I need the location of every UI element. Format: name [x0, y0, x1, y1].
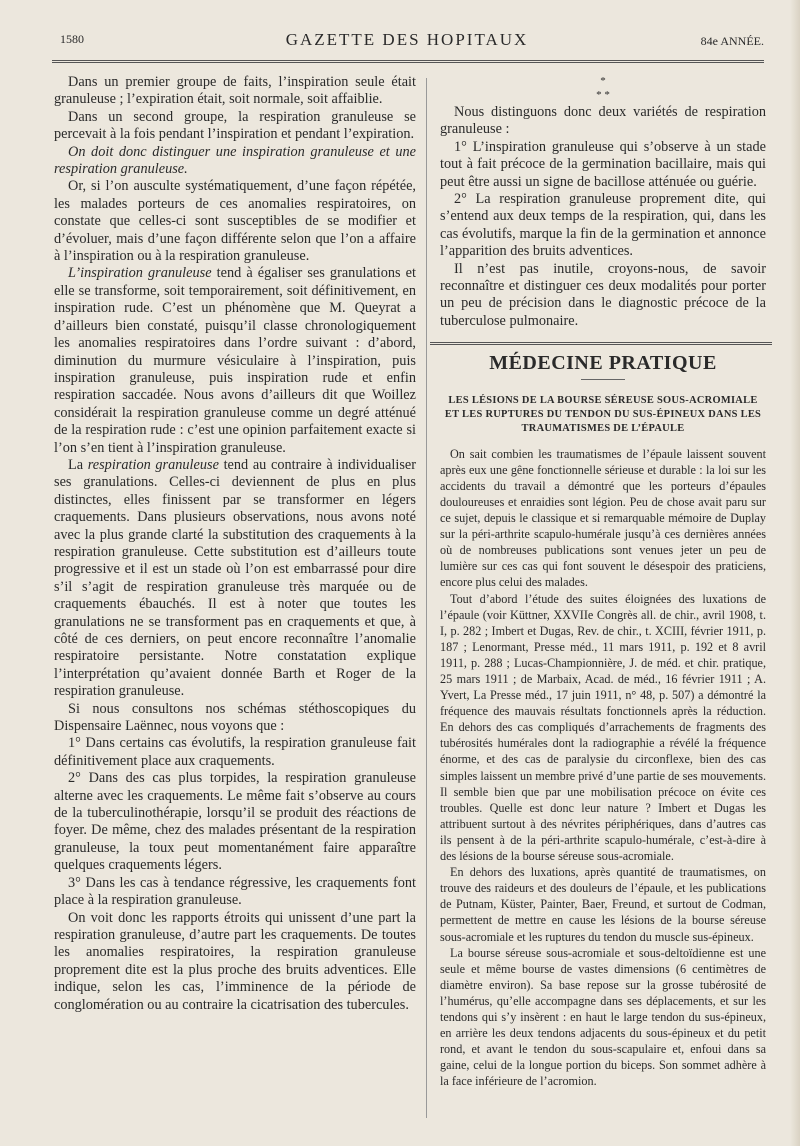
- header-rule: [52, 60, 764, 63]
- paragraph: Tout d’abord l’étude des suites éloignées des luxations de l’épaule (voir Küttner, XXVIIe Congrès all. de chir., avril 1908, t. I, p. 282 ; Imbert et Dugas, Rev. de chir., t. XCIII, février 1911, p. 187 ; Lenormant, Presse méd., 11 mars 1911, p. 192 et 8 avril 1911, p. 288 ; Lucas-Championnière, J. de méd. et chir. pratique, 25 mars 1911 ; de Marbaix, Acad. de méd., 16 février 1911 ; A. Yvert, La Presse méd., 17 juin 1911, n° 48, p. 507) a démontré la fréquence des mauvais résultats fonctionnels après la réduction. En dehors des cas compliqués d’arrachements de fragments des tubérosités humérales dont la radiographie a révélé la fréquence énorme, et des cas de paralysie du circonflexe, bien des cas simples laissent un membre privé d’une partie de ses mouvements. Il semble bien que par une mobilisation précoce on évite ces troubles. Quelle est donc leur nature ? Imbert et Dugas les attribuent surtout à des névrites périphériques, dans d’autres cas ils pensent à de la péri-arthrite scapulo-humérale, c’est-à-dire à des lésions de la bourse séreuse sous-acromiale.: [440, 591, 766, 864]
- paragraph: Nous distinguons donc deux variétés de respiration granuleuse :: [440, 104, 766, 138]
- title-rule: [581, 379, 625, 380]
- paragraph: 1° Dans certains cas évolutifs, la respiration granuleuse fait définitivement place aux craquements.: [54, 735, 416, 769]
- paragraph: Dans un premier groupe de faits, l’inspiration seule était granuleuse ; l’expiration était, soit normale, soit affaiblie.: [54, 74, 416, 108]
- paragraph: [54, 265, 416, 456]
- paragraph: 3° Dans les cas à tendance régressive, les craquements font place à la respiration granuleuse.: [54, 874, 416, 909]
- paragraph: Il n’est pas inutile, croyons-nous, de savoir reconnaître et distinguer ces deux modalités pour porter un peu de précision dans le diagnostic précoce de la tuberculose pulmonaire.: [440, 260, 766, 329]
- paragraph: [54, 457, 416, 701]
- paragraph-text: tend à égaliser ses granulations et elle se transforme, soit temporairement, soit définitivement, en inspiration rude. C’est un phénomène que M. Queyrat a d’ailleurs bien constaté, puisqu’il classe chronologiquement les anomalies respiratoires dans l’ordre suivant : d’abord, diminution du murmure vésiculaire à l’inspiration, puis inspiration granuleuse, puis inspiration rude et enfin respiration saccadée. Nous avons d’ailleurs dit que Woillez considérait la respiration granuleuse comme un degré atténué de la respiration rude : c’est une opinion parfaitement exacte si l’on s’en tient à l’inspiration granuleuse.: [54, 265, 416, 456]
- paragraph: La bourse séreuse sous-acromiale et sous-deltoïdienne est une seule et même bourse de vastes dimensions (6 centimètres de diamètre environ). Sa base repose sur la grosse tubérosité de l’humérus, qu’elle accompagne dans ses déplacements, et sur les tendons qui s’y insèrent : en haut le large tendon du sus-épineux, en arrière les deux tendons adjacents du sous-épineux et du petit rond, et avant le tendon du sous-scapulaire et, enfoui dans sa gaine, celui de la longue portion du biceps. Son sommet adhère à la face inférieure de l’acromion.: [440, 945, 766, 1089]
- section-separator: [430, 342, 772, 345]
- page-edge: [790, 0, 800, 1146]
- paragraph: Si nous consultons nos schémas stéthoscopiques du Dispensaire Laënnec, nous voyons que :: [54, 700, 416, 735]
- paragraph: 1° L’inspiration granuleuse qui s’observe à un stade tout à fait précoce de la germination bacillaire, mais qui peut être aussi un signe de bacillose atténuée ou guérie.: [440, 138, 766, 190]
- section-stars: * * *: [596, 75, 610, 101]
- paragraph: On voit donc les rapports étroits qui unissent d’une part la respiration granuleuse, d’autre part les craquements. De toutes les anomalies respiratoires, la respiration granuleuse proprement dite est la plus proche des bruits adventices. Elle indique, selon les cas, l’imminence de la période de conglomération ou au contraire la cicatrisation des tubercules.: [54, 909, 416, 1013]
- column-divider: [426, 78, 427, 1118]
- article-heading: LES LÉSIONS DE LA BOURSE SÉREUSE SOUS-ACROMIALE ET LES RUPTURES DU TENDON DU SUS-ÉPINEUX DANS LES TRAUMATISMES DE L’ÉPAULE: [444, 394, 762, 434]
- paragraph: Dans un second groupe, la respiration granuleuse se percevait à la fois pendant l’inspiration et pendant l’expiration.: [54, 108, 416, 143]
- right-column: [440, 74, 766, 1089]
- paragraph: En dehors des luxations, après quantité de traumatismes, on trouve des raideurs et des douleurs de l’épaule, et les publications de Putnam, Küster, Painter, Baer, Freund, et surtout de Codman, permettent de mettre en cause les lésions de la bourse séreuse sous-acromiale et les ruptures du tendon du muscle sus-épineux.: [440, 865, 766, 944]
- paragraph: 2° Dans des cas plus torpides, la respiration granuleuse alterne avec les craquements. Le même fait s’observe au cours de la tuberculinothérapie, lorsqu’il se produit des réactions de foyer. De même, chez des malades présentant de la respiration granuleuse, la toux peut momentanément faire apparaître quelques craquements légers.: [54, 770, 416, 874]
- italic-term: respiration granuleuse: [87, 456, 219, 473]
- paragraph: On sait combien les traumatismes de l’épaule laissent souvent après eux une gêne fonctionnelle sérieuse et durable : la loi sur les accidents du travail a démontré que les porteurs d’épaules douloureuses et enraidies sont légion. Peu de chose avait paru sur ce sujet, depuis le classique et si remarquable mémoire de Duplay sur la péri-arthrite scapulo-humérale jusqu’à ces dernières années où de nombreuses publications sont venues jeter un peu de lumière sur ces cas qui font souvent le désespoir des praticiens, encore plus celui des malades.: [440, 446, 766, 590]
- paragraph: Or, si l’on ausculte systématiquement, d’une façon répétée, les malades porteurs de ces anomalies respiratoires, on constate que celles-ci sont susceptibles de se modifier et d’évoluer, mais d’une façon différente selon que l’on a affaire à l’inspiration ou à la respiration granuleuse.: [54, 178, 416, 265]
- paragraph-italic: On doit donc distinguer une inspiration granuleuse et une respiration granuleuse.: [54, 143, 416, 178]
- paragraph: 2° La respiration granuleuse proprement dite, qui s’entend aux deux temps de la respiration, qui, dans les cas évolutifs, marque la fin de la germination et annonce l’apparition des bruits adventices.: [440, 191, 766, 260]
- paragraph-text: tend au contraire à individualiser ses granulations. Celles-ci deviennent de plus en plus distinctes, elles finissent par se transformer en légers craquements. Dans plusieurs observations, nous avons noté avec la plus grande clarté la substitution des craquements à la respiration granuleuse. Cette substitution est d’ailleurs toute progressive et il est un stade où l’on est embarrassé pour dire s’il s’agit de respiration granuleuse très marquée ou de craquements ébauchés. Il est à noter que toutes les granulations ne se transforment pas en craquements et que, à côté de ces derniers, on peut encore reconnaître l’anomalie respiratoire persistante. Notre constatation explique l’interprétation qu’avaient donnée Barth et Roger de la respiration granuleuse.: [54, 456, 417, 700]
- year-label: 84e ANNÉE.: [700, 34, 764, 48]
- paragraph-text: La: [68, 456, 88, 473]
- article-body: [440, 446, 766, 1090]
- journal-title: GAZETTE DES HOPITAUX: [285, 30, 529, 49]
- left-column: [54, 74, 416, 1014]
- italic-term: L’inspiration granuleuse: [68, 265, 212, 282]
- page-number: 1580: [60, 32, 84, 46]
- section-title: MÉDECINE PRATIQUE: [489, 352, 717, 375]
- page-header: [50, 20, 764, 56]
